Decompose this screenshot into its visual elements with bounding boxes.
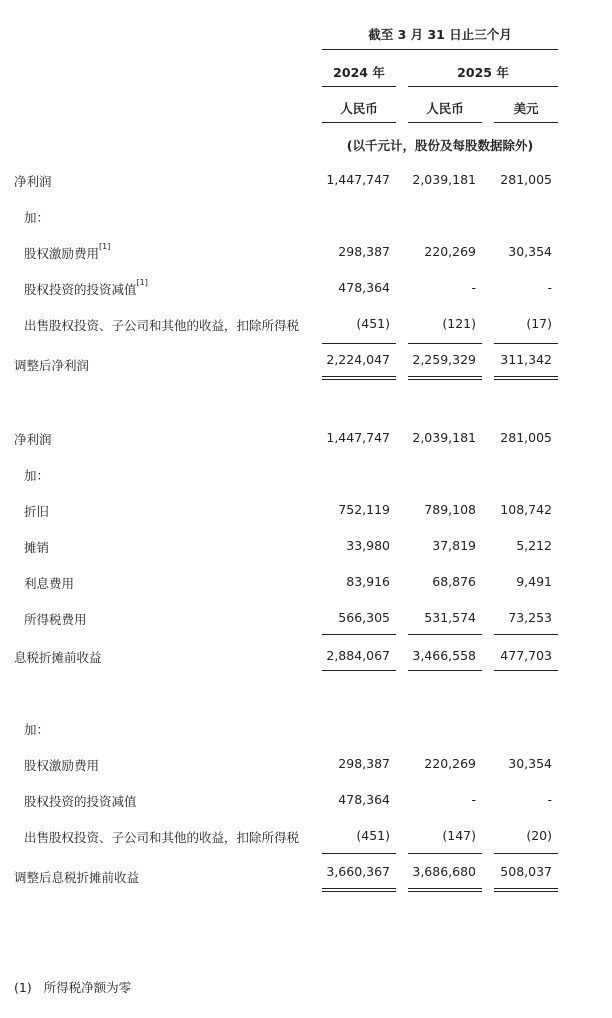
subtotal-line-usd <box>494 853 558 854</box>
row-label-amortization: 摊销 <box>24 540 50 555</box>
total-line-2025 <box>408 670 482 671</box>
row-label-add: 加： <box>24 722 50 737</box>
footnote <box>14 978 131 996</box>
subtotal-line-2025 <box>408 343 482 344</box>
total-double-line-2024 <box>322 376 396 380</box>
footnote-ref: [1] <box>136 278 148 287</box>
value-2025: (121) <box>442 316 476 331</box>
value-2025: 789,108 <box>424 502 476 517</box>
row-label-depreciation: 折旧 <box>24 504 50 519</box>
row-label-disposal-gain: 出售股权投资、子公司和其他的收益，扣除所得税 <box>24 318 300 333</box>
value-usd: - <box>547 280 552 295</box>
total-double-line-2025 <box>408 376 482 380</box>
value-2025: 2,039,181 <box>412 172 476 187</box>
value-2024: 478,364 <box>338 792 390 807</box>
value-2025: 220,269 <box>424 756 476 771</box>
footnote-text: 所得税净额为零 <box>43 980 132 995</box>
value-2024: 752,119 <box>338 502 390 517</box>
value-2025: (147) <box>442 828 476 843</box>
row-label-add: 加： <box>24 468 50 483</box>
total-line-usd <box>494 670 558 671</box>
value-2024: 2,884,067 <box>326 648 390 663</box>
row-label-adj-ebitda: 调整后息税折摊前收益 <box>14 870 140 885</box>
value-usd: 30,354 <box>508 756 552 771</box>
row-label-impairment <box>24 280 148 298</box>
value-2024: 33,980 <box>346 538 390 553</box>
value-usd: (20) <box>526 828 552 843</box>
footnote-marker: (1) <box>14 980 32 995</box>
total-double-line-2025 <box>408 888 482 892</box>
value-usd: 311,342 <box>500 352 552 367</box>
subtotal-line-2024 <box>322 853 396 854</box>
value-usd: - <box>547 792 552 807</box>
value-2024: 298,387 <box>338 244 390 259</box>
year-2024-divider <box>322 86 396 87</box>
currency-divider-1 <box>322 122 396 123</box>
row-label-net-profit: 净利润 <box>14 432 52 447</box>
value-2024: 1,447,747 <box>326 430 390 445</box>
value-2024: 2,224,047 <box>326 352 390 367</box>
footnote-ref: [1] <box>99 242 111 251</box>
value-2025: 2,039,181 <box>412 430 476 445</box>
value-2025: 68,876 <box>432 574 476 589</box>
year-2025-header: 2025 年 <box>457 65 509 80</box>
subtotal-line-2024 <box>322 634 396 635</box>
row-label-interest: 利息费用 <box>24 576 75 591</box>
period-header: 截至 3 月 31 日止三个月 <box>368 27 512 42</box>
label-text: 股权投资的投资减值 <box>24 282 137 297</box>
label-text: 股权激励费用 <box>24 246 100 261</box>
value-2024: 566,305 <box>338 610 390 625</box>
currency-rmb-2025: 人民币 <box>426 101 464 116</box>
value-2024: (451) <box>356 828 390 843</box>
value-2024: 3,660,367 <box>326 864 390 879</box>
value-2025: 37,819 <box>432 538 476 553</box>
value-usd: 73,253 <box>508 610 552 625</box>
value-2025: 2,259,329 <box>412 352 476 367</box>
value-usd: (17) <box>526 316 552 331</box>
subtotal-line-2025 <box>408 853 482 854</box>
value-2024: 298,387 <box>338 756 390 771</box>
subtotal-line-2024 <box>322 343 396 344</box>
currency-rmb-2024: 人民币 <box>340 101 378 116</box>
row-label-net-profit: 净利润 <box>14 174 52 189</box>
value-usd: 9,491 <box>516 574 552 589</box>
row-label-adj-net-profit: 调整后净利润 <box>14 358 90 373</box>
currency-divider-3 <box>494 122 558 123</box>
value-2025: 3,686,680 <box>412 864 476 879</box>
value-2024: 1,447,747 <box>326 172 390 187</box>
unit-note: (以千元计，股份及每股数据除外) <box>346 138 534 153</box>
value-2025: - <box>471 280 476 295</box>
value-usd: 30,354 <box>508 244 552 259</box>
value-usd: 477,703 <box>500 648 552 663</box>
row-label-income-tax: 所得税费用 <box>24 612 87 627</box>
total-double-line-usd <box>494 376 558 380</box>
value-2025: 3,466,558 <box>412 648 476 663</box>
total-double-line-2024 <box>322 888 396 892</box>
value-2025: 220,269 <box>424 244 476 259</box>
row-label-impairment: 股权投资的投资减值 <box>24 794 137 809</box>
subtotal-line-usd <box>494 634 558 635</box>
total-line-2024 <box>322 670 396 671</box>
value-2024: 478,364 <box>338 280 390 295</box>
year-2025-divider <box>408 86 558 87</box>
value-usd: 108,742 <box>500 502 552 517</box>
value-usd: 281,005 <box>500 430 552 445</box>
value-usd: 281,005 <box>500 172 552 187</box>
row-label-disposal-gain: 出售股权投资、子公司和其他的收益，扣除所得税 <box>24 830 300 845</box>
header-divider <box>322 49 558 50</box>
row-label-share-comp: 股权激励费用 <box>24 758 100 773</box>
total-double-line-usd <box>494 888 558 892</box>
year-2024-header: 2024 年 <box>333 65 385 80</box>
value-usd: 5,212 <box>516 538 552 553</box>
row-label-share-comp <box>24 244 110 262</box>
value-2024: (451) <box>356 316 390 331</box>
currency-divider-2 <box>408 122 482 123</box>
row-label-add: 加： <box>24 210 50 225</box>
value-2024: 83,916 <box>346 574 390 589</box>
value-2025: - <box>471 792 476 807</box>
currency-usd: 美元 <box>513 101 539 116</box>
subtotal-line-usd <box>494 343 558 344</box>
subtotal-line-2025 <box>408 634 482 635</box>
value-usd: 508,037 <box>500 864 552 879</box>
row-label-ebitda: 息税折摊前收益 <box>14 650 102 665</box>
value-2025: 531,574 <box>424 610 476 625</box>
